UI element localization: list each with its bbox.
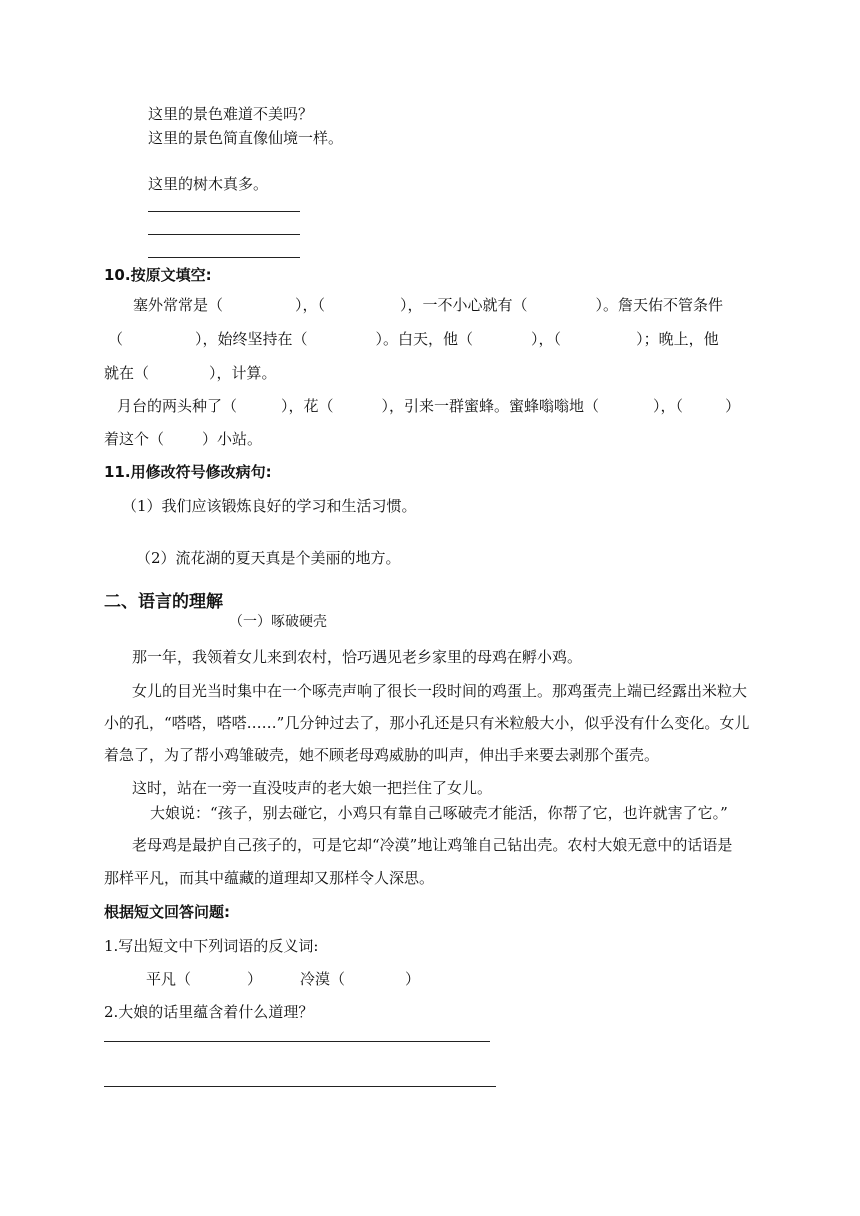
answer-line-q2-2[interactable]: [104, 1086, 496, 1087]
passage-paragraph-2-line-1: 女儿的目光当时集中在一个啄壳声响了很长一段时间的鸡蛋上。那鸡蛋壳上端已经露出米粒大: [132, 682, 748, 700]
antonym-pingfan-close: ）: [247, 970, 263, 988]
q10-l1-text-d: ）。詹天佑不管条件: [595, 296, 724, 314]
question-11-title: 11.用修改符号修改病句:: [104, 463, 272, 481]
q10-l3-text-b: ），计算。: [209, 364, 277, 382]
q10-l1-text-c: ），一不小心就有（: [400, 296, 528, 314]
q10-l2-text-b: ），始终坚持在（: [195, 330, 308, 348]
antonym-lengmo: [300, 970, 420, 988]
passage-paragraph-2-line-3: 着急了，为了帮小鸡雏破壳，她不顾老母鸡威胁的叫声，伸出手来要去剥那个蛋壳。: [104, 746, 660, 764]
passage-paragraph-2-line-2: 小的孔，“嗒嗒，嗒嗒……”几分钟过去了，那小孔还是只有米粒般大小，似乎没有什么变化。女儿: [104, 714, 750, 732]
q10-l4-text-b: ），花（: [281, 397, 334, 415]
q11-item-2: （2）流花湖的夏天真是个美丽的地方。: [136, 549, 401, 567]
antonym-pingfan: [146, 970, 262, 988]
antonym-lengmo-close: ）: [405, 970, 421, 988]
sentence-1: 这里的景色难道不美吗？: [148, 105, 314, 123]
q10-l3-text-a: 就在（: [104, 364, 150, 382]
question-1: 1.写出短文中下列词语的反义词:: [104, 937, 319, 955]
q10-line-1: [133, 296, 723, 314]
q11-item-1: （1）我们应该锻炼良好的学习和生活习惯。: [122, 497, 417, 515]
q10-line-4: [117, 397, 740, 415]
answer-line-q2-1[interactable]: [104, 1041, 490, 1042]
passage-title: （一）啄破硬壳: [229, 614, 327, 630]
antonym-pingfan-label: 平凡（: [146, 970, 192, 988]
q10-l4-text-d: ），（: [653, 397, 684, 415]
q10-l2-text-e: ）；晚上，他: [636, 330, 719, 348]
q10-line-5: [104, 430, 262, 448]
instruction-heading: 根据短文回答问题:: [104, 903, 230, 921]
sentence-3: 这里的树木真多。: [148, 175, 269, 193]
sentence-2: 这里的景色简直像仙境一样。: [148, 129, 344, 147]
answer-line-1[interactable]: [148, 211, 300, 212]
q10-line-3: [104, 364, 277, 382]
passage-paragraph-1: 那一年，我领着女儿来到农村，恰巧遇见老乡家里的母鸡在孵小鸡。: [132, 648, 583, 666]
answer-line-3[interactable]: [148, 257, 300, 258]
q10-l4-text-a: 月台的两头种了（: [117, 397, 238, 415]
q10-l2-text-d: ），（: [531, 330, 562, 348]
q10-l4-text-c: ），引来一群蜜蜂。蜜蜂嗡嗡地（: [381, 397, 600, 415]
question-2: 2.大娘的话里蕴含着什么道理？: [104, 1003, 314, 1021]
q10-l5-text-b: ）小站。: [202, 430, 263, 448]
antonym-lengmo-label: 冷漠（: [300, 970, 346, 988]
question-10-title: 10.按原文填空:: [104, 266, 212, 284]
passage-paragraph-5-line-1: 老母鸡是最护自己孩子的，可是它却“冷漠”地让鸡雏自己钻出壳。农村大娘无意中的话语是: [132, 836, 733, 854]
q10-l2-text-c: ）。白天，他（: [375, 330, 474, 348]
passage-paragraph-4: 大娘说：“孩子，别去碰它，小鸡只有靠自己啄破壳才能活，你帮了它，也许就害了它。”: [150, 804, 728, 822]
section-2-title: 二、语言的理解: [104, 592, 223, 612]
q10-l5-text-a: 着这个（: [104, 430, 165, 448]
passage-paragraph-5-line-2: 那样平凡，而其中蕴藏的道理却又那样令人深思。: [104, 869, 435, 887]
answer-line-2[interactable]: [148, 234, 300, 235]
passage-paragraph-3: 这时，站在一旁一直没吱声的老大娘一把拦住了女儿。: [132, 779, 493, 797]
q10-l1-text-b: ），（: [295, 296, 326, 314]
q10-l2-text-a: （: [108, 330, 124, 348]
q10-line-2: [108, 330, 719, 348]
q10-l1-text-a: 塞外常常是（: [133, 296, 224, 314]
q10-l4-text-e: ）: [725, 397, 741, 415]
